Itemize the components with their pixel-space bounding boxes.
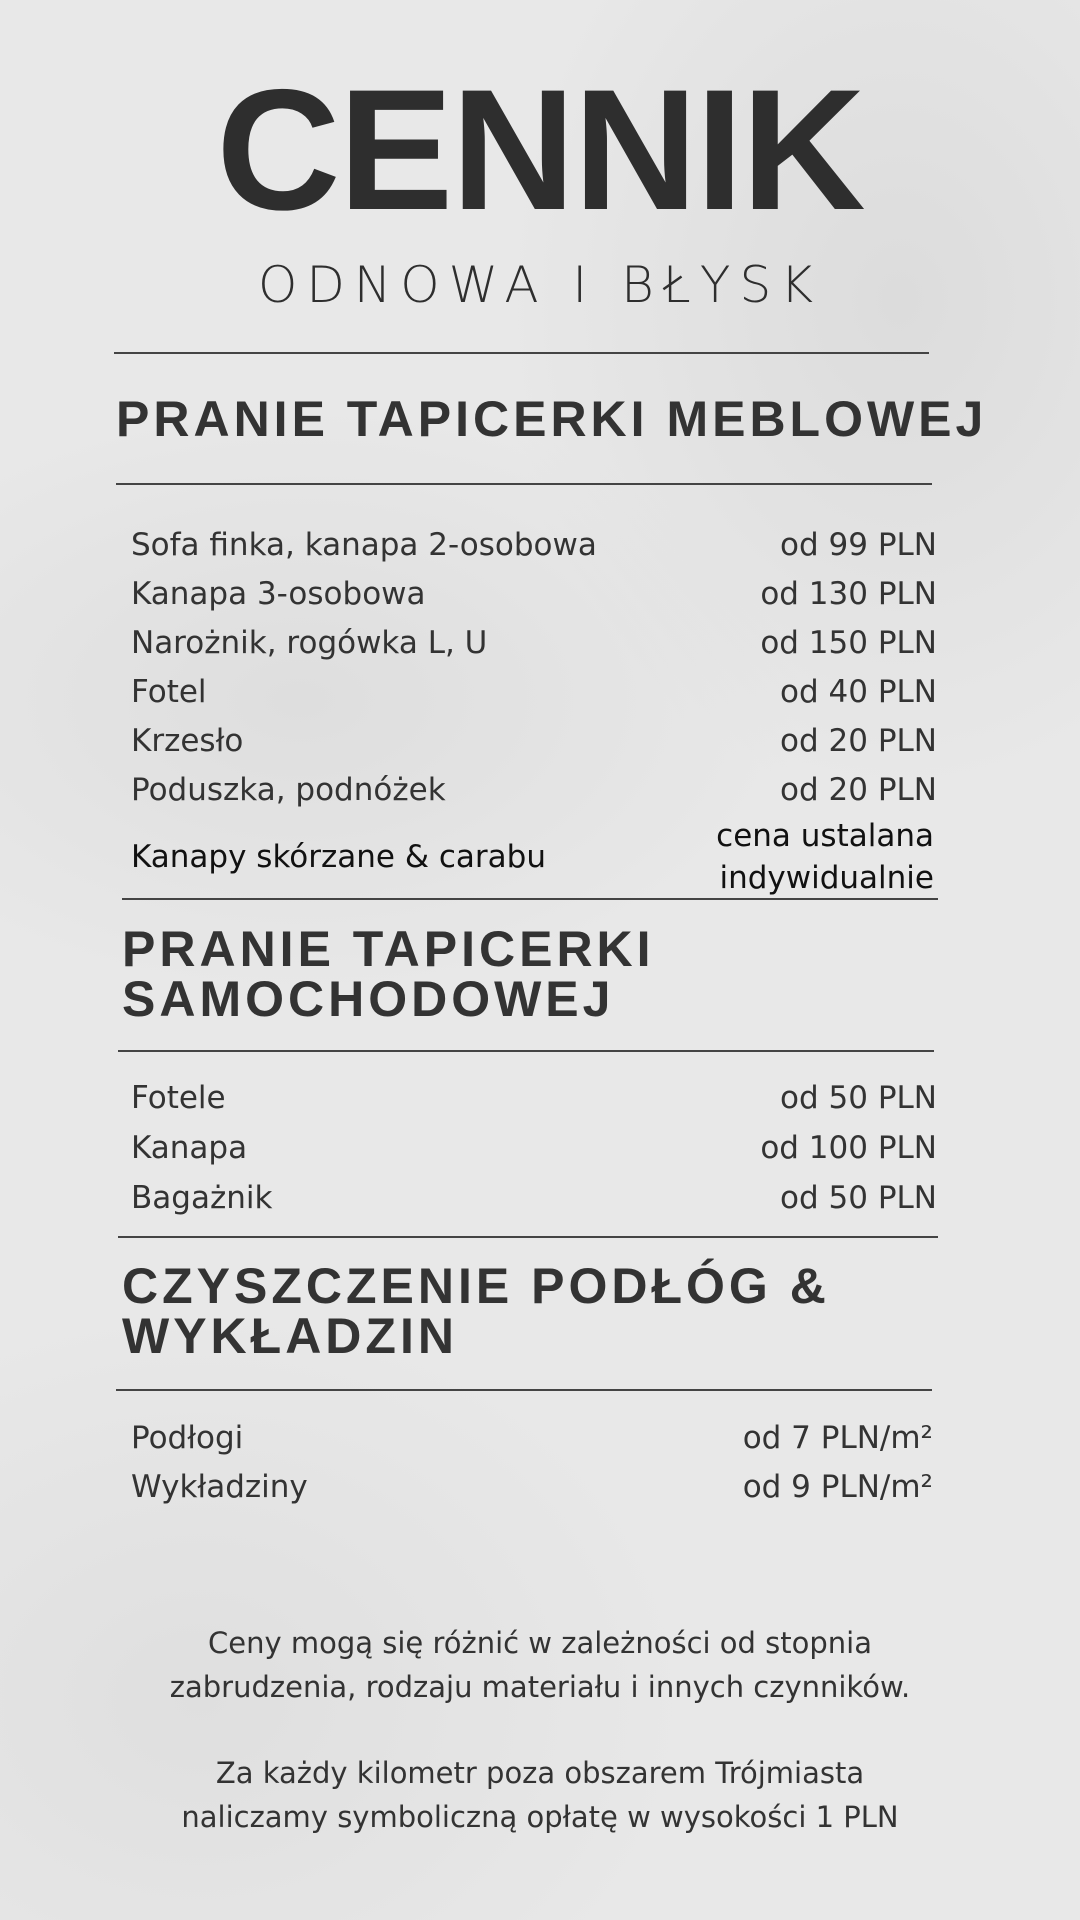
price-row [131, 815, 934, 899]
divider [114, 352, 929, 354]
note-line: Za każdy kilometr poza obszarem Trójmiasta [215, 1756, 865, 1790]
item-name: Fotel [131, 674, 207, 710]
item-price [716, 815, 934, 899]
divider [116, 1389, 932, 1391]
item-price: od 150 PLN [760, 625, 937, 661]
item-name: Kanapy skórzane & carabu [131, 839, 546, 875]
item-price: od 40 PLN [780, 674, 937, 710]
item-price: od 50 PLN [780, 1180, 937, 1216]
divider [118, 1050, 934, 1052]
item-price: od 130 PLN [760, 576, 937, 612]
item-name: Poduszka, podnóżek [131, 772, 446, 808]
page-title: CENNIK [216, 54, 864, 246]
item-name: Fotele [131, 1080, 226, 1116]
item-name: Podłogi [131, 1420, 244, 1456]
section-heading-furniture: PRANIE TAPICERKI MEBLOWEJ [116, 391, 988, 447]
price-line: cena ustalana [716, 818, 934, 854]
price-row [131, 1126, 937, 1170]
price-row [131, 1076, 937, 1120]
item-name: Sofa finka, kanapa 2-osobowa [131, 527, 597, 563]
item-name: Wykładziny [131, 1469, 308, 1505]
item-price: od 100 PLN [760, 1130, 937, 1166]
brand-subtitle: ODNOWA I BŁYSK [258, 256, 822, 314]
price-row [131, 523, 937, 567]
heading-line: SAMOCHODOWEJ [122, 971, 615, 1027]
item-name: Krzesło [131, 723, 244, 759]
section-heading-floors [122, 1258, 830, 1364]
price-row [131, 670, 937, 714]
divider [118, 1236, 938, 1238]
divider [116, 483, 932, 485]
price-row [131, 1416, 933, 1460]
pricing-note [0, 1621, 1080, 1709]
travel-fee-note [0, 1751, 1080, 1839]
item-price: od 99 PLN [780, 527, 937, 563]
heading-line: PRANIE TAPICERKI [122, 921, 655, 977]
price-row [131, 572, 937, 616]
item-price: od 20 PLN [780, 723, 937, 759]
price-row [131, 719, 937, 763]
item-name: Kanapa 3-osobowa [131, 576, 426, 612]
price-row [131, 1465, 933, 1509]
price-line: indywidualnie [719, 860, 934, 896]
item-price: od 20 PLN [780, 772, 937, 808]
heading-line: WYKŁADZIN [122, 1308, 458, 1364]
section-heading-car [122, 921, 655, 1027]
note-line: zabrudzenia, rodzaju materiału i innych czynników. [169, 1670, 911, 1704]
item-price: od 50 PLN [780, 1080, 937, 1116]
note-line: Ceny mogą się różnić w zależności od stopnia [207, 1626, 873, 1660]
item-name: Narożnik, rogówka L, U [131, 625, 488, 661]
item-name: Bagażnik [131, 1180, 273, 1216]
item-price: od 9 PLN/m² [742, 1469, 933, 1505]
price-row [131, 621, 937, 665]
price-row [131, 1176, 937, 1220]
item-name: Kanapa [131, 1130, 248, 1166]
price-row [131, 768, 937, 812]
item-price: od 7 PLN/m² [742, 1420, 933, 1456]
divider [122, 898, 938, 900]
note-line: naliczamy symboliczną opłatę w wysokości 1 PLN [181, 1800, 899, 1834]
heading-line: CZYSZCZENIE PODŁÓG & [122, 1258, 830, 1314]
